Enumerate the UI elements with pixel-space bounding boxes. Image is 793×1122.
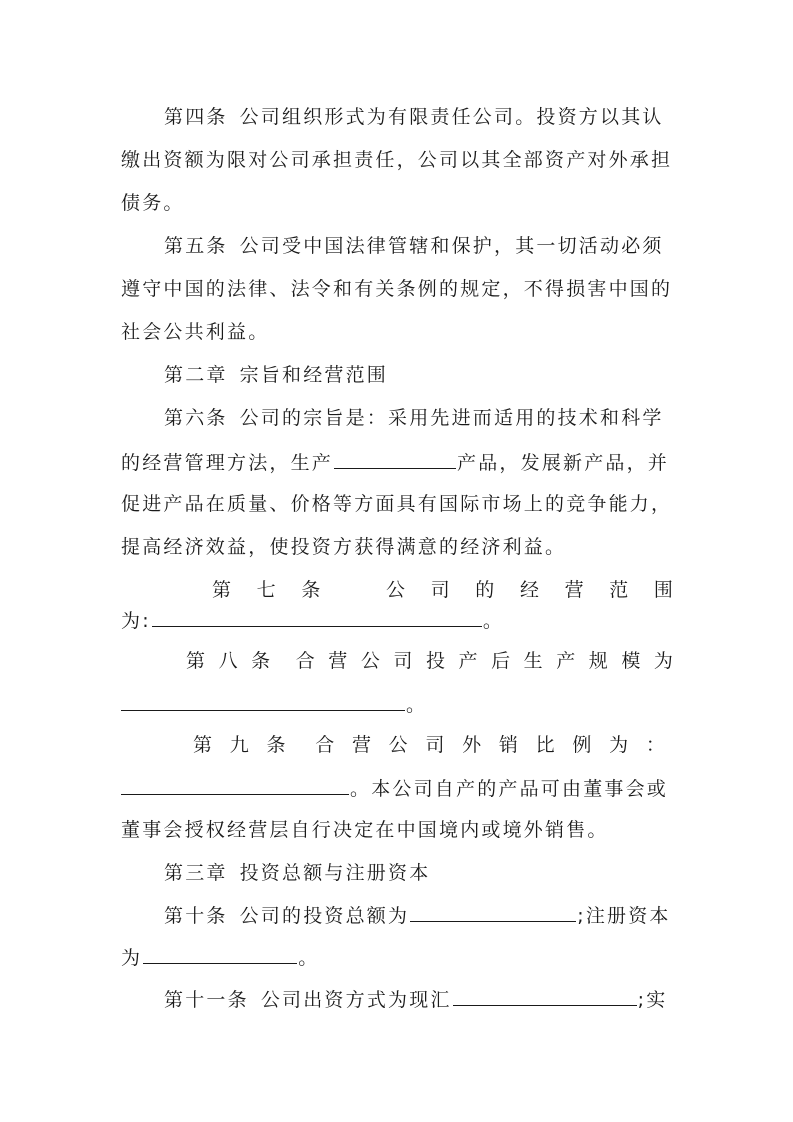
chapter-2-heading xyxy=(164,360,673,390)
article-10-text-c: 为 xyxy=(121,947,143,969)
char: 条 xyxy=(266,734,286,756)
article-6-number: 第六条 xyxy=(164,407,228,429)
article-8-text: 。 xyxy=(406,694,428,716)
article-11-text-b: ;实 xyxy=(637,989,668,1011)
article-4-text: 公司组织形式为有限责任公司。投资方以其认 xyxy=(239,106,664,128)
article-10-number: 第十条 xyxy=(164,905,228,927)
char: 司 xyxy=(425,734,445,756)
char: 第 xyxy=(186,650,206,672)
business-scope-blank[interactable] xyxy=(152,604,482,627)
cash-contribution-blank[interactable] xyxy=(453,983,637,1006)
char: 营 xyxy=(351,734,371,756)
article-11-line-1 xyxy=(164,983,673,1013)
article-10-text-b: ;注册资本 xyxy=(577,905,671,927)
char: 七 xyxy=(256,579,276,601)
char: 八 xyxy=(218,650,238,672)
article-9-line-1 xyxy=(193,730,665,760)
article-4-number: 第四条 xyxy=(164,106,228,128)
article-10-line-2 xyxy=(121,941,673,971)
article-10-line-1 xyxy=(164,899,673,929)
article-6-line-1 xyxy=(164,403,673,433)
article-11-number: 第十一条 xyxy=(164,989,249,1011)
article-7-line-1 xyxy=(212,575,673,605)
registered-capital-blank[interactable] xyxy=(143,941,297,964)
char: 为 xyxy=(653,650,673,672)
article-6-line-3: 促进产品在质量、价格等方面具有国际市场上的竞争能力， xyxy=(121,493,673,515)
char: 公 xyxy=(388,734,408,756)
char: 条 xyxy=(251,650,271,672)
chapter-2-title: 宗旨和经营范围 xyxy=(239,364,389,386)
char: 产 xyxy=(458,650,478,672)
article-5-line-3: 社会公共利益。 xyxy=(121,321,270,343)
char: 后 xyxy=(491,650,511,672)
article-4-line-2: 缴出资额为限对公司承担责任，公司以其全部资产对外承担 xyxy=(121,149,673,171)
char: 的 xyxy=(475,579,495,601)
article-6-line-4: 提高经济效益，使投资方获得满意的经济利益。 xyxy=(121,536,567,558)
char: 公 xyxy=(385,579,405,601)
product-blank[interactable] xyxy=(334,446,456,469)
total-investment-blank[interactable] xyxy=(410,899,576,922)
char: 范 xyxy=(609,579,629,601)
char: 比 xyxy=(535,734,555,756)
char: 生 xyxy=(523,650,543,672)
article-8-line-2 xyxy=(121,688,673,718)
article-8-line-1 xyxy=(186,646,673,676)
article-4-line-1 xyxy=(164,102,673,132)
article-9-line-2 xyxy=(121,772,673,802)
char: 公 xyxy=(360,650,380,672)
article-5-number: 第五条 xyxy=(164,235,228,257)
char: 合 xyxy=(315,734,335,756)
char: 经 xyxy=(519,579,539,601)
char: 例 xyxy=(572,734,592,756)
article-7-text-a: 为: xyxy=(121,610,151,632)
article-6-text-b: 产品，发展新产品，并 xyxy=(457,452,670,474)
article-5-line-1 xyxy=(164,231,673,261)
article-7-line-2 xyxy=(121,604,673,634)
article-5-text: 公司受中国法律管辖和保护，其一切活动必须 xyxy=(239,235,664,257)
char: 营 xyxy=(564,579,584,601)
char: 为 xyxy=(609,734,629,756)
char: 合 xyxy=(295,650,315,672)
article-6-text-a: 的经营管理方法，生产 xyxy=(121,452,334,474)
char: 司 xyxy=(393,650,413,672)
char: 销 xyxy=(498,734,518,756)
article-11-text-a: 公司出资方式为现汇 xyxy=(260,989,452,1011)
article-10-text-a: 公司的投资总额为 xyxy=(239,905,410,927)
char: 规 xyxy=(588,650,608,672)
article-10-text-d: 。 xyxy=(298,947,320,969)
char: 营 xyxy=(328,650,348,672)
char: 第 xyxy=(212,579,232,601)
chapter-3-title: 投资总额与注册资本 xyxy=(239,862,431,884)
chapter-3-number: 第三章 xyxy=(164,862,228,884)
chapter-3-heading xyxy=(164,858,673,888)
article-9-line-3: 董事会授权经营层自行决定在中国境内或境外销售。 xyxy=(121,819,609,841)
article-7-text-b: 。 xyxy=(482,610,505,632)
production-scale-blank[interactable] xyxy=(121,688,405,711)
export-ratio-blank[interactable] xyxy=(121,772,349,795)
char: 产 xyxy=(556,650,576,672)
char: 条 xyxy=(301,579,321,601)
article-6-text: 公司的宗旨是：采用先进而适用的技术和科学 xyxy=(239,407,664,429)
char: ： xyxy=(645,734,665,756)
char: 第 xyxy=(193,734,213,756)
char: 投 xyxy=(425,650,445,672)
char: 围 xyxy=(653,579,673,601)
article-4-line-3: 债务。 xyxy=(121,192,185,214)
article-5-line-2: 遵守中国的法律、法令和有关条例的规定，不得损害中国的 xyxy=(121,278,673,300)
article-6-line-2 xyxy=(121,446,673,476)
article-9-text: 。本公司自产的产品可由董事会或 xyxy=(350,778,669,800)
chapter-2-number: 第二章 xyxy=(164,364,228,386)
char: 司 xyxy=(430,579,450,601)
char: 九 xyxy=(229,734,249,756)
char: 模 xyxy=(621,650,641,672)
char: 外 xyxy=(462,734,482,756)
